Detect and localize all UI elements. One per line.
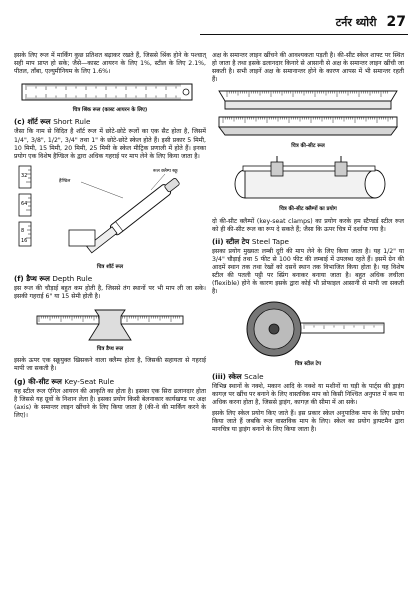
heading-english: Depth Rule (52, 273, 93, 283)
heading-text: (ii) स्टील टेप (212, 236, 250, 246)
running-title: टर्नर थ्योरी (335, 15, 377, 29)
fraction-label-64: 64 (21, 200, 28, 207)
heading-english: Scale (244, 371, 264, 381)
steel-tape-text: इसका प्रयोग मुख्यतः लम्बी दूरी की माप लेने के लिए किया जाता है। यह 1/2" या 3/4" चौड़ाई तथा 5 फीट से 100 फीट की लम्बाई में उपलब्ध रहते हैं। इसमें ग्रेन की आदमें स्थान तक तथा रेखों को दसवें स्थान तक विभाजित किया होता है। यह विशेष स्टील की पतली पट्टी पर स्प्रिंग बनाकर बनाया जाता है। बहुत अधिक लचीला (flexible) होने के कारण इसके द्वारा कोई भी प्रोफाइल आसानी से मापी जा सकती है। (212, 247, 404, 296)
figure-caption: चित्र शॉर्ट रूल (96, 263, 124, 270)
page-number: 27 (386, 14, 406, 30)
heading-english: Short Rule (53, 117, 91, 127)
scale-text-1: विभिन्न स्थानों के नक्शे, मकान आदि के नक्शे या मशीनों या घड़ी के पार्ट्स की ड्राइंग कागज़ पर खींच पर बनाने के लिए वास्तविक माप को किसी निश्चित अनुपात में कम या अधिक करना होता है, जिससे ड्राइंग, कागज़ की सीमा में आ सके। (212, 382, 404, 406)
handle-label: हैण्डिल (59, 178, 71, 184)
heading-text: (g) की-सीट रूल (14, 376, 62, 386)
heading-text: (f) डैप्थ रूल (14, 273, 50, 283)
figure-short-rule (14, 164, 206, 271)
page-header (336, 12, 406, 32)
rule-blade (69, 230, 95, 246)
key-seat-rule-text: यह स्टील रूल एंगिल आयरन की आकृति का होता है। इसका एक सिरा ढलानदार होता है जिससे यह ग्रूवों के निशान लेता है। इसका प्रयोग किसी बेलनाकार कार्यखण्ड पर अक्ष (axis) के समान्तर लाइन खींचने के लिए किया जाता है (की-वे की मार्किंग करने के लिए)। (14, 387, 206, 419)
steel-tape-illustration (228, 299, 388, 359)
depth-rule-illustration (25, 304, 195, 344)
short-rule-illustration (15, 164, 205, 262)
section-heading-scale (212, 373, 404, 381)
section-heading-depth-rule (14, 275, 206, 283)
section-heading-steel-tape (212, 238, 404, 246)
key-seat-clamps-illustration (223, 154, 393, 204)
figure-depth-rule (14, 304, 206, 353)
heading-english: Key-Seat Rule (64, 376, 115, 386)
figure-caption: चित्र स्टील टेप (294, 361, 322, 368)
depth-rule-note: इसके ऊपर एक स्क्रूयुक्त खिसकने वाला क्लैम्प होता है, जिसकी सहायता से गहराई मापी जा सकती है। (14, 357, 206, 373)
right-intro: अक्ष के समान्तर लाइन खींचने की आवश्यकता पड़ती है। की-सीट स्केल शाफ्ट पर स्थित हो जाता है तथा इसके ढलानदार किनारे से आसानी से अक्ष के समान्तर लाइन खींची जा सकती है। सभी लाइनें अक्ष के समानान्तर होने के कारण आपस में भी समान्तर रहती हैं। (212, 52, 404, 84)
fraction-label-16: 16 (21, 237, 28, 244)
figure-caption: चित्र की-सीट क्लैम्पों का प्रयोग (279, 206, 337, 213)
section-heading-short-rule (14, 118, 206, 126)
scale-text-2: इसके लिए स्केल प्रयोग किए जाते हैं। इस प्रकार स्केल अनुपातिक माप के लिए प्रयोग किया जाते हैं जबकि रूल वास्तविक माप के लिए। स्केल का प्रयोग ड्राफ्टमैन द्वारा मानचित्र या ड्राइंग बनाने के लिए किया जाता है। (212, 409, 404, 434)
fraction-label-8: 8 (21, 227, 25, 234)
section-heading-key-seat-rule (14, 378, 206, 386)
header-rule (200, 34, 408, 35)
figure-steel-tape (212, 299, 404, 368)
figure-key-seat-clamps (212, 154, 404, 213)
key-seat-clamp-text: दो की-सीट क्लैम्पों (key-seat clamps) का प्रयोग करके हम स्टैण्डर्ड स्टील रूल को ही की-सीट रूल का रूप दे सकते हैं; जैसा कि ऊपर चित्र में दर्शाया गया है। (212, 217, 404, 233)
key-seat-rule-illustration (213, 87, 403, 141)
shrink-rule-illustration (20, 79, 200, 105)
short-rule-text: जैसा कि नाम से विदित है शॉर्ट रूल में छोटे-छोटे रूलों का एक सैट होता है, जिसमें 1/4", 3/8", 1/2", 3/4" तथा 1" के छोटे-छोटे स्केल होते हैं। इसी प्रकार 5 मिमी, 10 मिमी, 15 मिमी, 20 मिमी, 25 मिमी के स्केल मीट्रिक प्रणाली में होते हैं। इनका प्रयोग एक विशेष हैण्डिल के द्वारा अधिक गहराई पर माप लेने के लिए किया जाता है। (14, 128, 206, 160)
left-intro: इसके लिए रूल में मार्किंग कुछ प्रतिशत बढ़ाकर रखते हैं, जिससे श्रिंक होने के पश्चात् सही माप प्राप्त हो सके; जैसे—कास्ट आयरन के लिए 1%, स्टील के लिए 2.1%, पीतल, ताँबा, एल्युमीनियम के लिए 1.6%। (14, 52, 206, 76)
clamp-screw-label: रूल क्लैम्प स्क्रू (153, 168, 178, 174)
heading-text: (iii) स्केल (212, 371, 242, 381)
heading-english: Steel Tape (251, 236, 289, 246)
heading-text: (c) शॉर्ट रूल (14, 117, 51, 127)
left-column (14, 52, 206, 423)
figure-caption: चित्र श्रिंक रूल (कास्ट आयरन के लिए) (72, 107, 148, 114)
figure-caption: चित्र डैप्थ रूल (96, 346, 124, 353)
right-column (212, 52, 404, 437)
rule-holder-handle (86, 176, 182, 254)
figure-caption: चित्र की-सीट रूल (291, 143, 325, 150)
fraction-label-32: 32 (21, 172, 28, 179)
depth-rule-text: इस रूल की चौड़ाई बहुत कम होती है, जिससे तंग स्थानों पर भी माप ली जा सके। इसकी गहराई 6" या 15 सेमी होती है। (14, 285, 206, 301)
figure-key-seat-rule (212, 87, 404, 150)
figure-shrink-rule (14, 79, 206, 114)
